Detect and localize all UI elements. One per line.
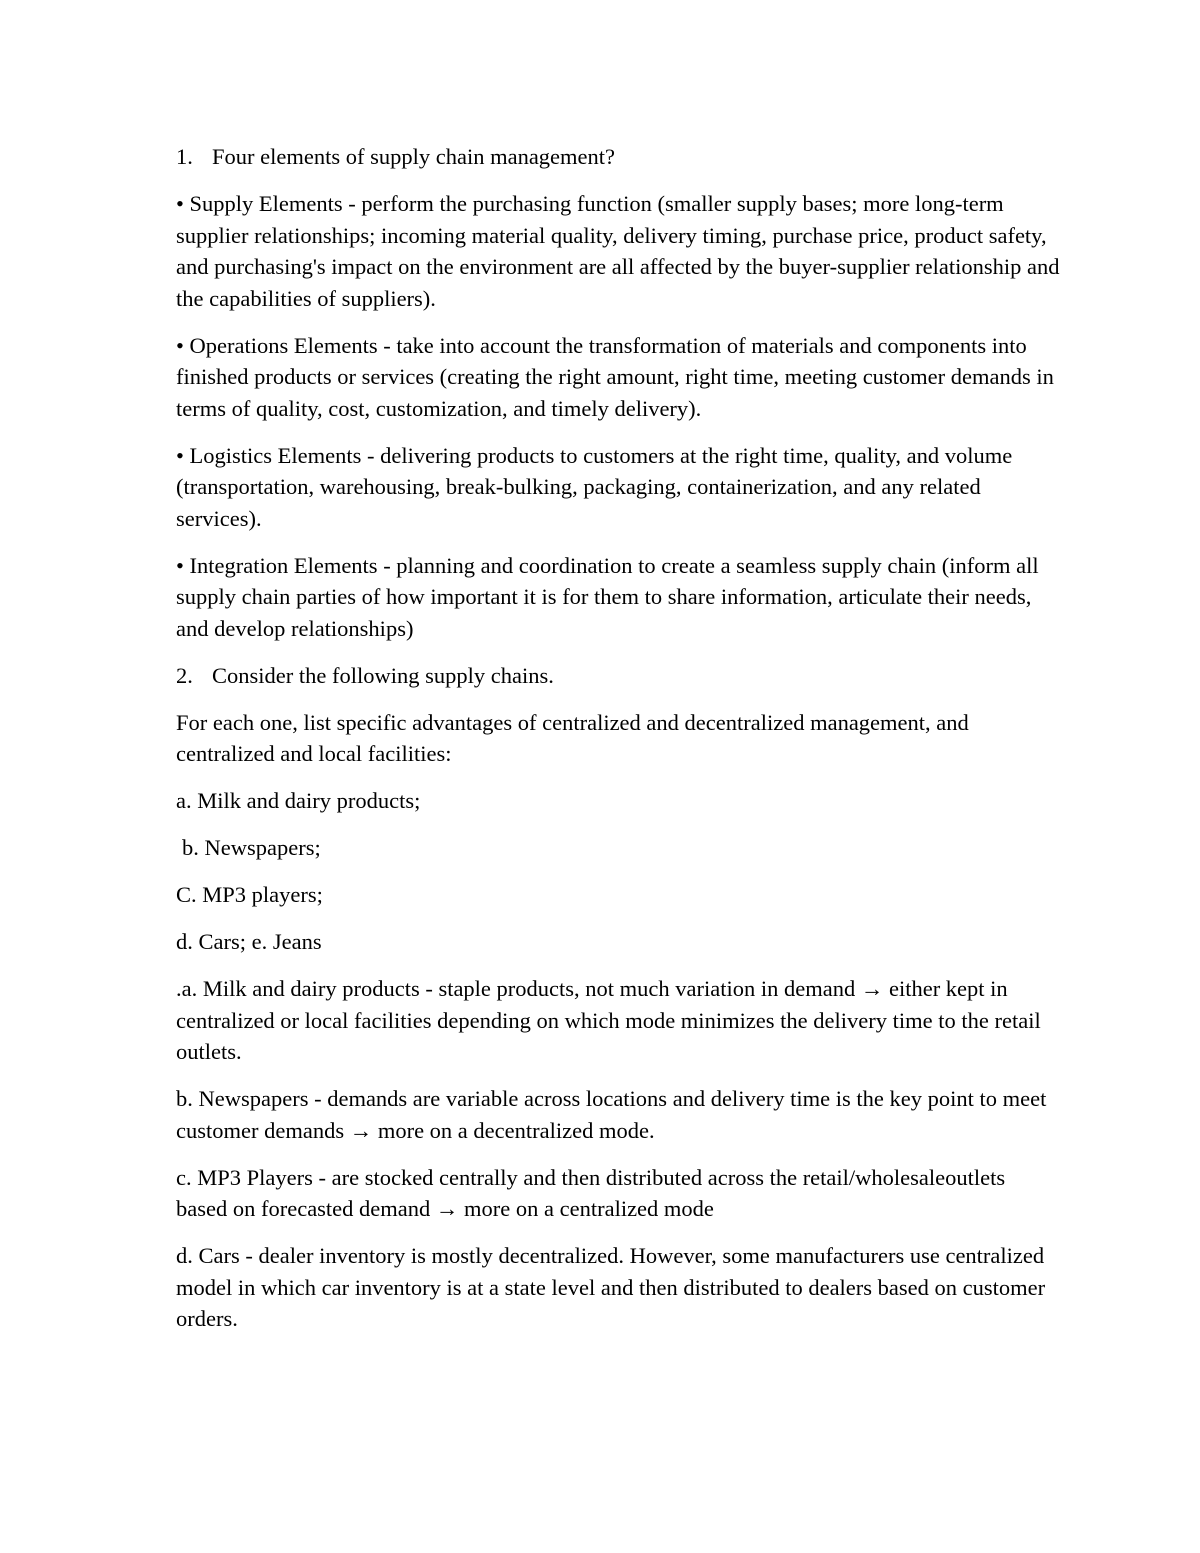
logistics-elements-paragraph: • Logistics Elements - delivering products to customers at the right time, quality, and volume (transportation, warehousing, break-bulking, packaging, containerization, and any related services).: [176, 442, 1013, 531]
q2-item-milk: a. Milk and dairy products;: [176, 788, 421, 813]
q2-item-newspapers: b. Newspapers;: [182, 835, 321, 860]
question-1: [176, 141, 1061, 173]
question-1-number: 1.: [176, 144, 193, 169]
answer-newspapers: b. Newspapers - demands are variable across locations and delivery time is the key point to meet customer demands → more on a decentralized mode.: [176, 1086, 1047, 1143]
question-2-text: Consider the following supply chains.: [212, 662, 554, 688]
integration-elements-paragraph: • Integration Elements - planning and coordination to create a seamless supply chain (inform all supply chain parties of how important it is for them to share information, articulate their needs, and develop relationships): [176, 552, 1039, 641]
document-body: [176, 141, 1061, 1350]
question-2-number: 2.: [176, 662, 193, 688]
q2-item-mp3: C. MP3 players;: [176, 882, 323, 907]
answer-mp3: c. MP3 Players - are stocked centrally and then distributed across the retail/wholesaleoutlets based on forecasted demand → more on a centralized mode: [176, 1164, 1006, 1221]
question-2: [176, 660, 1061, 692]
supply-elements-paragraph: • Supply Elements - perform the purchasing function (smaller supply bases; more long-term supplier relationships; incoming material quality, delivery timing, purchase price, product safety, and purchasing's impact on the environment are all affected by the buyer-supplier relationship and the capabilities of suppliers).: [176, 191, 1060, 311]
answer-milk: .a. Milk and dairy products - staple products, not much variation in demand → either kept in centralized or local facilities depending on which mode minimizes the delivery time to the retail outlets.: [176, 976, 1041, 1064]
q2-item-cars-jeans: d. Cars; e. Jeans: [176, 929, 322, 954]
answer-cars: d. Cars - dealer inventory is mostly decentralized. However, some manufacturers use centralized model in which car inventory is at a state level and then distributed to dealers based on customer orders.: [176, 1243, 1046, 1331]
question-2-instruction: For each one, list specific advantages of centralized and decentralized management, and centralized and local facilities:: [176, 709, 969, 766]
operations-elements-paragraph: • Operations Elements - take into account the transformation of materials and components into finished products or services (creating the right amount, right time, meeting customer demands in terms of quality, cost, customization, and timely delivery).: [176, 332, 1054, 421]
question-1-text: Four elements of supply chain management?: [212, 144, 616, 169]
